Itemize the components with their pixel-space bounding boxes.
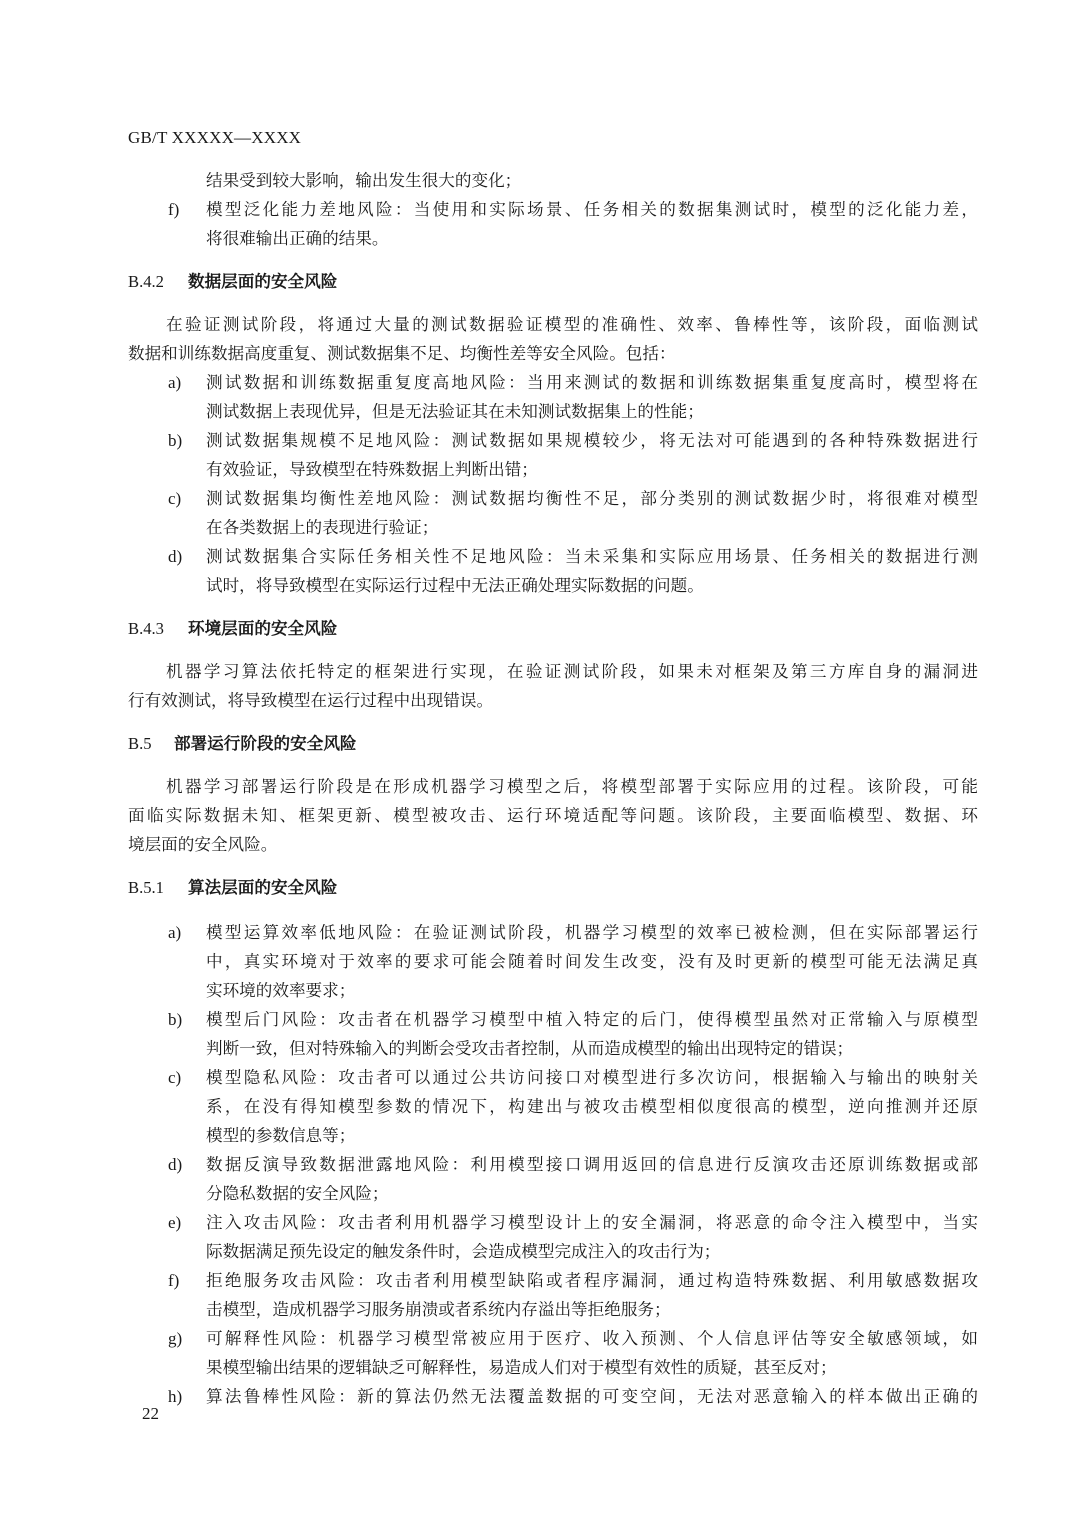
list-item-g	[128, 1324, 978, 1382]
paragraph-line: 在验证测试阶段，将通过大量的测试数据验证模型的准确性、效率、鲁棒性等，该阶段，面临测试	[166, 315, 978, 334]
paragraph-line: 面临实际数据未知、框架更新、模型被攻击、运行环境适配等问题。该阶段，主要面临模型、数据、环	[128, 806, 978, 825]
list-item-d	[128, 542, 978, 600]
list-item-line: 判断一致，但对特殊输入的判断会受攻击者控制，从而造成模型的输出出现特定的错误；	[206, 1039, 854, 1058]
list-label: f)	[168, 1271, 180, 1290]
list-item-line: 际数据满足预先设定的触发条件时，会造成模型完成注入的攻击行为；	[206, 1242, 721, 1261]
section-title: 算法层面的安全风险	[188, 877, 338, 897]
list-item-line: 测试数据集合实际任务相关性不足地风险：当未采集和实际应用场景、任务相关的数据进行测	[206, 547, 978, 566]
list-item-line: 可解释性风险：机器学习模型常被应用于医疗、收入预测、个人信息评估等安全敏感领域，如	[206, 1329, 978, 1348]
paragraph-line: 数据和训练数据高度重复、测试数据集不足、均衡性差等安全风险。包括：	[128, 344, 676, 363]
list-item-line: 算法鲁棒性风险：新的算法仍然无法覆盖数据的可变空间，无法对恶意输入的样本做出正确的	[206, 1387, 978, 1406]
list-item-f-intro	[128, 195, 978, 253]
list-label: g)	[168, 1329, 183, 1348]
section-number: B.4.3	[128, 619, 164, 638]
section-number: B.5	[128, 734, 152, 753]
list-item-line: 分隐私数据的安全风险；	[206, 1184, 389, 1203]
section-number: B.4.2	[128, 272, 164, 291]
paragraph-line: 行有效测试，将导致模型在运行过程中出现错误。	[128, 691, 494, 710]
list-label: c)	[168, 489, 182, 508]
list-item-line: 测试数据集规模不足地风险：测试数据如果规模较少，将无法对可能遇到的各种特殊数据进行	[206, 431, 978, 450]
list-label: a)	[168, 923, 182, 942]
list-item-f	[128, 1266, 978, 1324]
list-item-line: 拒绝服务攻击风险：攻击者利用模型缺陷或者程序漏洞，通过构造特殊数据、利用敏感数据攻	[206, 1271, 978, 1290]
list-item-b	[128, 1005, 978, 1063]
list-item-line: 实环境的效率要求；	[206, 981, 356, 1000]
section-title: 环境层面的安全风险	[188, 618, 338, 638]
list-item-line: 果模型输出结果的逻辑缺乏可解释性，易造成人们对于模型有效性的质疑，甚至反对；	[206, 1358, 837, 1377]
list-item-line: 测试数据上表现优异，但是无法验证其在未知测试数据集上的性能；	[206, 402, 704, 421]
paragraph-line: 机器学习部署运行阶段是在形成机器学习模型之后，将模型部署于实际应用的过程。该阶段，可能	[166, 777, 978, 796]
section-title: 数据层面的安全风险	[188, 271, 338, 291]
list-label: d)	[168, 1155, 183, 1174]
list-item-d	[128, 1150, 978, 1208]
list-item-line: 将很难输出正确的结果。	[206, 229, 389, 248]
list-item-line: 测试数据和训练数据重复度高地风险：当用来测试的数据和训练数据集重复度高时，模型将在	[206, 373, 978, 392]
section-heading-b5	[128, 729, 978, 758]
list-item-a	[128, 918, 978, 1005]
list-label: b)	[168, 1010, 183, 1029]
section-heading-b43	[128, 614, 978, 643]
list-label: e)	[168, 1213, 182, 1232]
page-content	[128, 166, 978, 1411]
paragraph-line: 机器学习算法依托特定的框架进行实现，在验证测试阶段，如果未对框架及第三方库自身的漏洞进	[166, 662, 978, 681]
standard-number-header: GB/T XXXXX—XXXX	[128, 128, 302, 147]
list-item-line: 模型泛化能力差地风险：当使用和实际场景、任务相关的数据集测试时，模型的泛化能力差，	[206, 200, 978, 219]
list-item-c	[128, 1063, 978, 1150]
list-item-line: 在各类数据上的表现进行验证；	[206, 518, 439, 537]
list-label: c)	[168, 1068, 182, 1087]
list-item-line: 模型运算效率低地风险：在验证测试阶段，机器学习模型的效率已被检测，但在实际部署运行	[206, 923, 978, 942]
list-item-line: 测试数据集均衡性差地风险：测试数据均衡性不足，部分类别的测试数据少时，将很难对模型	[206, 489, 978, 508]
list-label: f)	[168, 200, 180, 219]
continuation-line: 结果受到较大影响，输出发生很大的变化；	[206, 171, 522, 190]
list-item-b	[128, 426, 978, 484]
list-item-line: 模型隐私风险：攻击者可以通过公共访问接口对模型进行多次访问，根据输入与输出的映射关	[206, 1068, 978, 1087]
list-item-line: 模型后门风险：攻击者在机器学习模型中植入特定的后门，使得模型虽然对正常输入与原模型	[206, 1010, 978, 1029]
list-label: a)	[168, 373, 182, 392]
list-item-line: 试时，将导致模型在实际运行过程中无法正确处理实际数据的问题。	[206, 576, 704, 595]
paragraph-line: 境层面的安全风险。	[128, 835, 278, 854]
page-number: 22	[142, 1404, 159, 1423]
list-item-line: 击模型，造成机器学习服务崩溃或者系统内存溢出等拒绝服务；	[206, 1300, 671, 1319]
section-heading-b42	[128, 267, 978, 296]
list-item-line: 有效验证，导致模型在特殊数据上判断出错；	[206, 460, 538, 479]
list-item-e	[128, 1208, 978, 1266]
list-item-a	[128, 368, 978, 426]
list-item-line: 注入攻击风险：攻击者利用机器学习模型设计上的安全漏洞，将恶意的命令注入模型中，当实	[206, 1213, 978, 1232]
list-item-line: 数据反演导致数据泄露地风险：利用模型接口调用返回的信息进行反演攻击还原训练数据或部	[206, 1155, 978, 1174]
list-label: d)	[168, 547, 183, 566]
list-label: b)	[168, 431, 183, 450]
list-item-line: 模型的参数信息等；	[206, 1126, 356, 1145]
section-title: 部署运行阶段的安全风险	[174, 733, 357, 753]
list-item-line: 系，在没有得知模型参数的情况下，构建出与被攻击模型相似度很高的模型，逆向推测并还原	[206, 1097, 978, 1116]
list-item-line: 中，真实环境对于效率的要求可能会随着时间发生改变，没有及时更新的模型可能无法满足真	[206, 952, 978, 971]
list-item-c	[128, 484, 978, 542]
list-label: h)	[168, 1387, 183, 1406]
section-heading-b51	[128, 873, 978, 902]
section-number: B.5.1	[128, 878, 164, 897]
list-item-h	[128, 1382, 978, 1411]
